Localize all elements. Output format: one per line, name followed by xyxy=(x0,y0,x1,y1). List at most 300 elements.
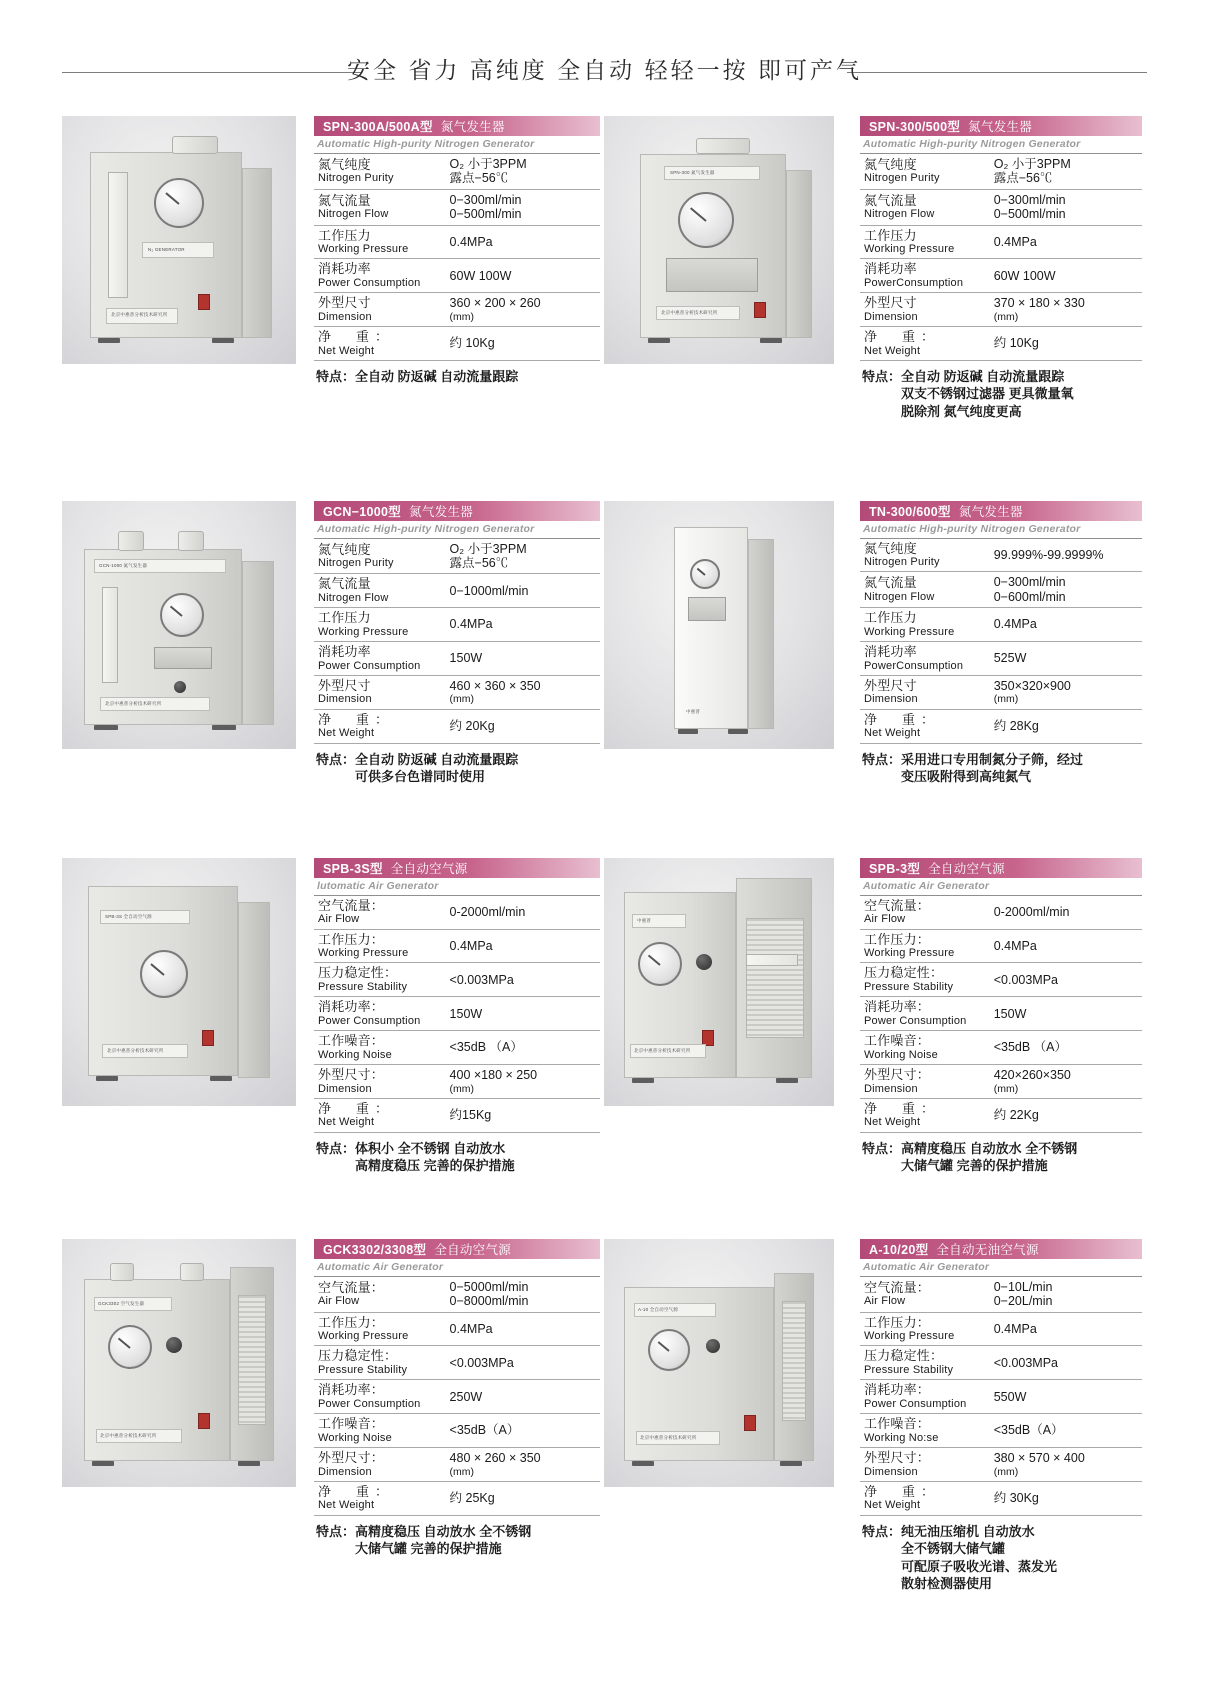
product-name-cn: 全自动空气源 xyxy=(928,861,1005,876)
spec-row xyxy=(314,225,600,259)
spec-key-cn: 工作噪音： xyxy=(318,1033,385,1049)
spec-key-en: Net Weight xyxy=(318,344,375,357)
spec-key-cn: 消耗功率： xyxy=(318,1382,385,1398)
spec-key-en: Dimension xyxy=(864,310,918,323)
spec-key-en: Dimension xyxy=(318,1465,372,1478)
spec-key-cn: 工作压力： xyxy=(318,931,385,947)
spec-key-en: Power Consumption xyxy=(318,1014,421,1027)
spec-key-cn: 工作压力 xyxy=(864,227,917,243)
spec-key-en: Nitrogen Purity xyxy=(318,172,394,185)
spec-value-1: 约 10Kg xyxy=(449,336,495,351)
spec-value-1: 约 20Kg xyxy=(449,719,495,733)
spec-row xyxy=(860,539,1142,572)
spec-key-en: Working Pressure xyxy=(318,625,409,638)
product-model: SPB-3S型 xyxy=(323,861,383,876)
spec-key-en: Air Flow xyxy=(864,1295,906,1308)
spec-row xyxy=(860,293,1142,327)
spec-key-cn: 消耗功率 xyxy=(864,261,917,277)
spec-row xyxy=(314,574,600,608)
spec-row xyxy=(314,1346,600,1380)
spec-row xyxy=(860,1448,1142,1482)
feature-text: 纯无油压缩机 自动放水 xyxy=(901,1523,1035,1539)
spec-row xyxy=(314,642,600,676)
product-name-en: Automatic Air Generator xyxy=(314,1259,600,1277)
product-specs xyxy=(860,495,1146,786)
spec-row xyxy=(314,1312,600,1346)
spec-value-1: 0−300ml/min xyxy=(993,575,1066,590)
feature-text: 采用进口专用制氮分子筛，经过 xyxy=(901,751,1084,767)
product-specs xyxy=(860,852,1146,1175)
spec-key-en: Working Pressure xyxy=(864,625,955,638)
spec-row xyxy=(314,189,600,225)
product-name-en: Automatic Air Generator xyxy=(860,878,1142,896)
spec-key-cn: 工作压力 xyxy=(864,610,917,626)
spec-key-cn: 氮气流量 xyxy=(318,576,371,592)
product-model: SPN-300/500型 xyxy=(869,120,961,134)
spec-row xyxy=(860,896,1142,929)
spec-value-2: 露点−56℃ xyxy=(993,171,1053,186)
spec-key-en: Nitrogen Purity xyxy=(864,172,940,185)
spec-row xyxy=(860,572,1142,608)
product-title-bar xyxy=(314,858,600,878)
spec-value-2: 0−20L/min xyxy=(993,1294,1053,1309)
spec-value-1: 60W 100W xyxy=(449,268,512,283)
spec-value-1: O₂ 小于3PPM xyxy=(449,157,527,171)
spec-value-1: 约15Kg xyxy=(449,1108,492,1123)
spec-key-cn: 空气流量： xyxy=(864,897,931,913)
feature-text: 高精度稳压 自动放水 全不锈钢 xyxy=(901,1140,1078,1156)
spec-value-2: 0−8000ml/min xyxy=(449,1294,529,1309)
product-photo-wrap xyxy=(604,1233,860,1487)
product-title-bar xyxy=(860,858,1142,878)
feature-label: 特点： xyxy=(862,368,902,384)
spec-table xyxy=(860,154,1142,361)
product-feature xyxy=(860,361,1142,421)
spec-key-cn: 消耗功率： xyxy=(318,999,385,1015)
product-row xyxy=(62,495,1147,786)
product-specs xyxy=(860,110,1146,421)
spec-key-en: Power Consumption xyxy=(318,1397,421,1410)
product-feature xyxy=(314,744,600,786)
feature-text: 全自动 防返碱 自动流量跟踪 xyxy=(355,368,519,384)
spec-value-1: <35dB（A） xyxy=(449,1423,520,1438)
spec-key-cn: 氮气纯度 xyxy=(864,540,917,556)
spec-key-en: Power Consumption xyxy=(318,659,421,672)
product-photo-wrap xyxy=(62,852,314,1106)
spec-key-en: Nitrogen Flow xyxy=(318,591,389,604)
spec-value-2: 0−600ml/min xyxy=(993,589,1066,604)
product-card-0 xyxy=(62,110,604,421)
product-specs xyxy=(314,1233,604,1558)
spec-value-1: 150W xyxy=(993,1006,1027,1021)
spec-row xyxy=(860,929,1142,963)
spec-value-1: 420×260×350 xyxy=(993,1068,1071,1083)
spec-key-en: Net Weight xyxy=(864,344,921,357)
feature-label: 特点： xyxy=(862,1523,902,1539)
spec-value-1: 约 25Kg xyxy=(449,1491,495,1506)
product-model: SPN-300A/500A型 xyxy=(323,120,433,134)
spec-value-unit: (mm) xyxy=(993,1465,1019,1478)
spec-value-1: <35dB （A） xyxy=(449,1040,523,1055)
spec-value-1: <0.003MPa xyxy=(993,1355,1059,1370)
spec-key-en: Power Consumption xyxy=(864,1014,967,1027)
product-feature xyxy=(314,1516,600,1558)
spec-table xyxy=(314,539,600,744)
spec-value-1: 550W xyxy=(993,1389,1027,1404)
spec-value-1: 0−5000ml/min xyxy=(449,1279,529,1294)
spec-key-en: Net Weight xyxy=(864,727,921,740)
spec-key-en: Dimension xyxy=(864,1465,918,1478)
product-feature xyxy=(860,744,1142,786)
spec-table xyxy=(314,896,600,1133)
spec-row xyxy=(860,189,1142,225)
feature-label: 特点： xyxy=(316,751,356,767)
spec-key-cn: 净 重： xyxy=(318,711,395,727)
spec-key-en: Dimension xyxy=(864,693,918,706)
spec-value-1: <35dB（A） xyxy=(993,1423,1064,1438)
spec-key-cn: 消耗功率 xyxy=(864,644,917,660)
spec-key-cn: 外型尺寸 xyxy=(864,295,917,311)
feature-label: 特点： xyxy=(316,1140,356,1156)
spec-key-en: Air Flow xyxy=(318,913,360,926)
spec-key-en: Working Pressure xyxy=(864,243,955,256)
spec-key-cn: 净 重： xyxy=(318,329,395,345)
spec-key-cn: 净 重： xyxy=(864,1483,941,1499)
spec-row xyxy=(860,675,1142,709)
product-photo-wrap xyxy=(604,495,860,749)
spec-key-en: Nitrogen Purity xyxy=(864,556,940,569)
spec-key-en: Pressure Stability xyxy=(864,980,954,993)
spec-key-en: Working Pressure xyxy=(864,947,955,960)
spec-value-1: 约 30Kg xyxy=(993,1491,1039,1506)
spec-table xyxy=(314,1277,600,1516)
product-row xyxy=(62,852,1147,1175)
feature-text: 脱除剂 氮气纯度更高 xyxy=(901,404,1022,420)
spec-table xyxy=(860,539,1142,744)
spec-value-unit: (mm) xyxy=(993,693,1019,706)
spec-key-cn: 氮气纯度 xyxy=(864,156,917,172)
spec-key-cn: 空气流量： xyxy=(318,1279,385,1295)
product-photo-tn300: 中惠普 xyxy=(604,501,834,749)
product-card-2 xyxy=(62,495,604,786)
spec-key-cn: 净 重： xyxy=(318,1100,395,1116)
spec-row xyxy=(860,1312,1142,1346)
spec-row xyxy=(860,1098,1142,1132)
spec-key-cn: 消耗功率 xyxy=(318,644,371,660)
spec-value-unit: (mm) xyxy=(449,1082,475,1095)
spec-key-cn: 氮气纯度 xyxy=(318,541,371,557)
spec-key-cn: 外型尺寸： xyxy=(864,1450,931,1466)
spec-key-en: Nitrogen Flow xyxy=(318,208,389,221)
spec-key-en: Net Weight xyxy=(864,1499,921,1512)
product-photo-spb3: 中惠普 北京中惠普分析技术研究所 xyxy=(604,858,834,1106)
spec-value-1: 460 × 360 × 350 xyxy=(449,679,541,694)
product-name-en: Automatic High-purity Nitrogen Generator xyxy=(314,136,600,154)
product-model: GCN−1000型 xyxy=(323,504,402,519)
spec-row xyxy=(314,1065,600,1099)
spec-value-1: 0-2000ml/min xyxy=(449,904,526,919)
spec-value-1: 0−10L/min xyxy=(993,1279,1053,1294)
spec-row xyxy=(860,1481,1142,1515)
feature-text: 全不锈钢大储气罐 xyxy=(901,1541,1006,1557)
spec-key-en: Power Consumption xyxy=(318,276,421,289)
spec-row xyxy=(860,225,1142,259)
spec-value-1: 400 ×180 × 250 xyxy=(449,1068,538,1083)
spec-value-1: 480 × 260 × 350 xyxy=(449,1451,541,1466)
feature-text: 高精度稳压 自动放水 全不锈钢 xyxy=(355,1523,532,1539)
spec-key-cn: 氮气流量 xyxy=(318,192,371,208)
product-name-cn: 全自动空气源 xyxy=(390,861,468,876)
spec-key-cn: 空气流量： xyxy=(318,897,385,913)
spec-value-1: 350×320×900 xyxy=(993,679,1071,694)
spec-row xyxy=(860,327,1142,361)
spec-key-en: Pressure Stability xyxy=(318,1363,408,1376)
spec-row xyxy=(314,1481,600,1515)
product-name-en: Automatic High-purity Nitrogen Generator xyxy=(860,136,1142,154)
spec-value-1: <0.003MPa xyxy=(993,972,1059,987)
feature-text: 散射检测器使用 xyxy=(901,1576,993,1592)
product-name-en: lutomatic Air Generator xyxy=(314,878,600,896)
product-specs xyxy=(314,110,604,385)
feature-text: 可供多台色谱同时使用 xyxy=(355,769,486,785)
spec-value-1: 约 22Kg xyxy=(993,1108,1039,1123)
spec-row xyxy=(860,997,1142,1031)
page-header xyxy=(0,0,1209,110)
product-feature xyxy=(314,1133,600,1175)
spec-table xyxy=(314,154,600,361)
feature-text: 全自动 防返碱 自动流量跟踪 xyxy=(355,751,519,767)
spec-row xyxy=(860,709,1142,743)
spec-key-en: Working Pressure xyxy=(864,1330,955,1343)
spec-key-en: Working No:se xyxy=(864,1431,939,1444)
spec-row xyxy=(860,642,1142,676)
spec-key-en: Net Weight xyxy=(864,1116,921,1129)
product-name-en: Automatic Air Generator xyxy=(860,1259,1142,1277)
spec-row xyxy=(860,259,1142,293)
product-title-bar xyxy=(860,501,1142,521)
spec-value-unit: (mm) xyxy=(449,693,475,706)
product-row xyxy=(62,110,1147,421)
spec-key-en: Nitrogen Flow xyxy=(864,590,935,603)
spec-row xyxy=(314,608,600,642)
page-title: 安全 省力 高纯度 全自动 轻轻一按 即可产气 xyxy=(347,57,862,83)
spec-value-1: 约 10Kg xyxy=(993,336,1039,351)
spec-value-1: 150W xyxy=(449,1006,483,1021)
spec-value-1: O₂ 小于3PPM xyxy=(449,541,527,556)
product-name-cn: 氮气发生器 xyxy=(409,504,474,519)
spec-key-en: Pressure Stability xyxy=(318,980,408,993)
spec-value-1: 150W xyxy=(449,651,483,666)
spec-row xyxy=(314,1448,600,1482)
spec-row xyxy=(860,1380,1142,1414)
spec-value-1: 0.4MPa xyxy=(449,234,493,249)
spec-value-1: 0.4MPa xyxy=(993,617,1037,632)
spec-key-cn: 消耗功率： xyxy=(864,999,931,1015)
spec-row xyxy=(314,997,600,1031)
spec-key-cn: 外型尺寸： xyxy=(318,1067,385,1083)
feature-text: 可配原子吸收光谱、蒸发光 xyxy=(901,1558,1058,1574)
spec-key-cn: 外型尺寸： xyxy=(864,1067,931,1083)
spec-key-cn: 压力稳定性： xyxy=(864,1348,944,1364)
spec-row xyxy=(860,963,1142,997)
product-photo-gcn1000: GCN-1000 氮气发生器 北京中惠普分析技术研究所 xyxy=(62,501,296,749)
product-model: A-10/20型 xyxy=(869,1242,929,1257)
spec-key-cn: 工作压力： xyxy=(318,1314,385,1330)
spec-value-1: 60W 100W xyxy=(993,268,1056,283)
product-feature xyxy=(314,361,600,386)
product-name-cn: 氮气发生器 xyxy=(958,504,1023,519)
product-card-6 xyxy=(62,1233,604,1593)
product-specs xyxy=(860,1233,1146,1593)
spec-value-1: 250W xyxy=(449,1389,483,1404)
spec-key-en: PowerConsumption xyxy=(864,276,964,289)
product-title-bar xyxy=(860,1239,1142,1259)
spec-key-cn: 氮气流量 xyxy=(864,575,917,591)
product-row xyxy=(62,1233,1147,1593)
spec-row xyxy=(860,154,1142,189)
spec-key-en: Pressure Stability xyxy=(864,1363,954,1376)
spec-row xyxy=(314,709,600,743)
spec-key-en: Net Weight xyxy=(318,727,375,740)
spec-key-en: PowerConsumption xyxy=(864,659,964,672)
spec-row xyxy=(860,1031,1142,1065)
spec-value-unit: (mm) xyxy=(449,1465,475,1478)
spec-key-en: Dimension xyxy=(318,310,372,323)
spec-value-1: 约 28Kg xyxy=(993,719,1039,733)
feature-text: 大储气罐 完善的保护措施 xyxy=(355,1541,502,1557)
spec-row xyxy=(314,1098,600,1132)
spec-value-1: 99.999%-99.9999% xyxy=(993,547,1104,562)
spec-row xyxy=(314,539,600,574)
spec-key-cn: 工作噪音： xyxy=(864,1033,931,1049)
spec-key-cn: 工作噪音： xyxy=(864,1416,931,1432)
spec-row xyxy=(314,259,600,293)
spec-row xyxy=(860,1277,1142,1312)
product-title-bar xyxy=(860,116,1142,136)
spec-row xyxy=(314,675,600,709)
product-photo-wrap xyxy=(62,1233,314,1487)
spec-value-1: <0.003MPa xyxy=(449,972,514,987)
feature-text: 双支不锈钢过滤器 更具微量氧 xyxy=(901,386,1074,402)
product-photo-a1020: A-10 全自动空气源 北京中惠普分析技术研究所 xyxy=(604,1239,834,1487)
spec-key-en: Dimension xyxy=(318,693,372,706)
product-name-en: Automatic High-purity Nitrogen Generator xyxy=(314,521,600,539)
spec-row xyxy=(860,608,1142,642)
spec-table xyxy=(860,896,1142,1133)
product-feature xyxy=(860,1516,1142,1593)
spec-key-en: Working Pressure xyxy=(318,243,409,256)
product-photo-spn300a: N₂ GENERATOR 北京中惠普分析技术研究所 xyxy=(62,116,296,364)
product-photo-wrap xyxy=(604,852,860,1106)
spec-key-en: Working Noise xyxy=(864,1048,938,1061)
feature-text: 体积小 全不锈钢 自动放水 xyxy=(355,1140,506,1156)
spec-value-2: 0−500ml/min xyxy=(449,207,522,222)
product-name-cn: 全自动空气源 xyxy=(434,1242,512,1257)
product-title-bar xyxy=(314,1239,600,1259)
product-title-bar xyxy=(314,501,600,521)
spec-row xyxy=(314,154,600,189)
spec-value-1: 0−300ml/min xyxy=(993,192,1066,207)
spec-table xyxy=(860,1277,1142,1516)
spec-key-cn: 外型尺寸 xyxy=(318,677,371,693)
feature-label: 特点： xyxy=(316,368,356,384)
product-card-1 xyxy=(604,110,1146,421)
spec-value-1: <35dB （A） xyxy=(993,1040,1068,1055)
spec-key-en: Working Pressure xyxy=(318,947,409,960)
product-photo-spn300: SPN-300 氮气发生器 北京中惠普分析技术研究所 xyxy=(604,116,834,364)
spec-key-cn: 氮气流量 xyxy=(864,192,917,208)
product-photo-spb3s: SPB-3S 全自动空气源 北京中惠普分析技术研究所 xyxy=(62,858,296,1106)
spec-value-unit: (mm) xyxy=(449,310,475,323)
spec-key-en: Nitrogen Flow xyxy=(864,208,935,221)
product-feature xyxy=(860,1133,1142,1175)
spec-key-en: Net Weight xyxy=(318,1116,375,1129)
spec-value-2: 露点−56℃ xyxy=(449,171,509,186)
spec-value-1: 0-2000ml/min xyxy=(993,904,1070,919)
spec-value-1: 0.4MPa xyxy=(993,234,1037,249)
spec-row xyxy=(314,1380,600,1414)
spec-value-1: <0.003MPa xyxy=(449,1355,514,1370)
product-photo-gck3302: GCK3302 空气发生器 北京中惠普分析技术研究所 xyxy=(62,1239,296,1487)
product-title-bar xyxy=(314,116,600,136)
product-name-cn: 氮气发生器 xyxy=(968,120,1033,134)
spec-value-1: 0.4MPa xyxy=(449,617,493,632)
spec-key-en: Nitrogen Purity xyxy=(318,557,394,570)
spec-row xyxy=(314,327,600,361)
spec-row xyxy=(314,929,600,963)
product-name-en: Automatic High-purity Nitrogen Generator xyxy=(860,521,1142,539)
product-specs xyxy=(314,852,604,1175)
product-photo-wrap xyxy=(62,110,314,364)
spec-value-1: 360 × 200 × 260 xyxy=(449,296,541,311)
product-name-cn: 全自动无油空气源 xyxy=(936,1242,1039,1257)
spec-row xyxy=(314,293,600,327)
spec-key-en: Working Pressure xyxy=(318,1330,409,1343)
spec-key-cn: 氮气纯度 xyxy=(318,156,371,172)
spec-key-cn: 净 重： xyxy=(318,1483,395,1499)
spec-key-cn: 工作压力： xyxy=(864,1314,931,1330)
feature-label: 特点： xyxy=(862,751,902,767)
spec-value-1: 0.4MPa xyxy=(449,938,493,953)
spec-row xyxy=(314,963,600,997)
spec-key-en: Net Weight xyxy=(318,1499,375,1512)
spec-row xyxy=(860,1414,1142,1448)
product-grid xyxy=(0,110,1209,1593)
feature-text: 全自动 防返碱 自动流量跟踪 xyxy=(901,368,1065,384)
product-card-3 xyxy=(604,495,1146,786)
spec-key-en: Power Consumption xyxy=(864,1397,967,1410)
product-model: GCK3302/3308型 xyxy=(323,1242,427,1257)
spec-key-cn: 压力稳定性： xyxy=(318,965,398,981)
spec-row xyxy=(314,1031,600,1065)
spec-value-1: 380 × 570 × 400 xyxy=(993,1451,1085,1466)
feature-text: 大储气罐 完善的保护措施 xyxy=(901,1158,1048,1174)
product-photo-wrap xyxy=(62,495,314,749)
spec-value-1: 0−1000ml/min xyxy=(449,583,529,598)
product-model: SPB-3型 xyxy=(869,861,921,876)
product-specs xyxy=(314,495,604,786)
spec-row xyxy=(314,896,600,929)
spec-key-cn: 消耗功率： xyxy=(864,1382,931,1398)
spec-key-cn: 消耗功率 xyxy=(318,261,371,277)
spec-key-cn: 净 重： xyxy=(864,711,941,727)
spec-value-1: O₂ 小于3PPM xyxy=(993,157,1071,171)
spec-key-cn: 工作压力 xyxy=(318,610,371,626)
spec-key-en: Air Flow xyxy=(864,913,906,926)
spec-value-1: 0.4MPa xyxy=(993,938,1037,953)
spec-key-en: Air Flow xyxy=(318,1295,360,1308)
spec-value-2: 露点−56℃ xyxy=(449,555,509,570)
